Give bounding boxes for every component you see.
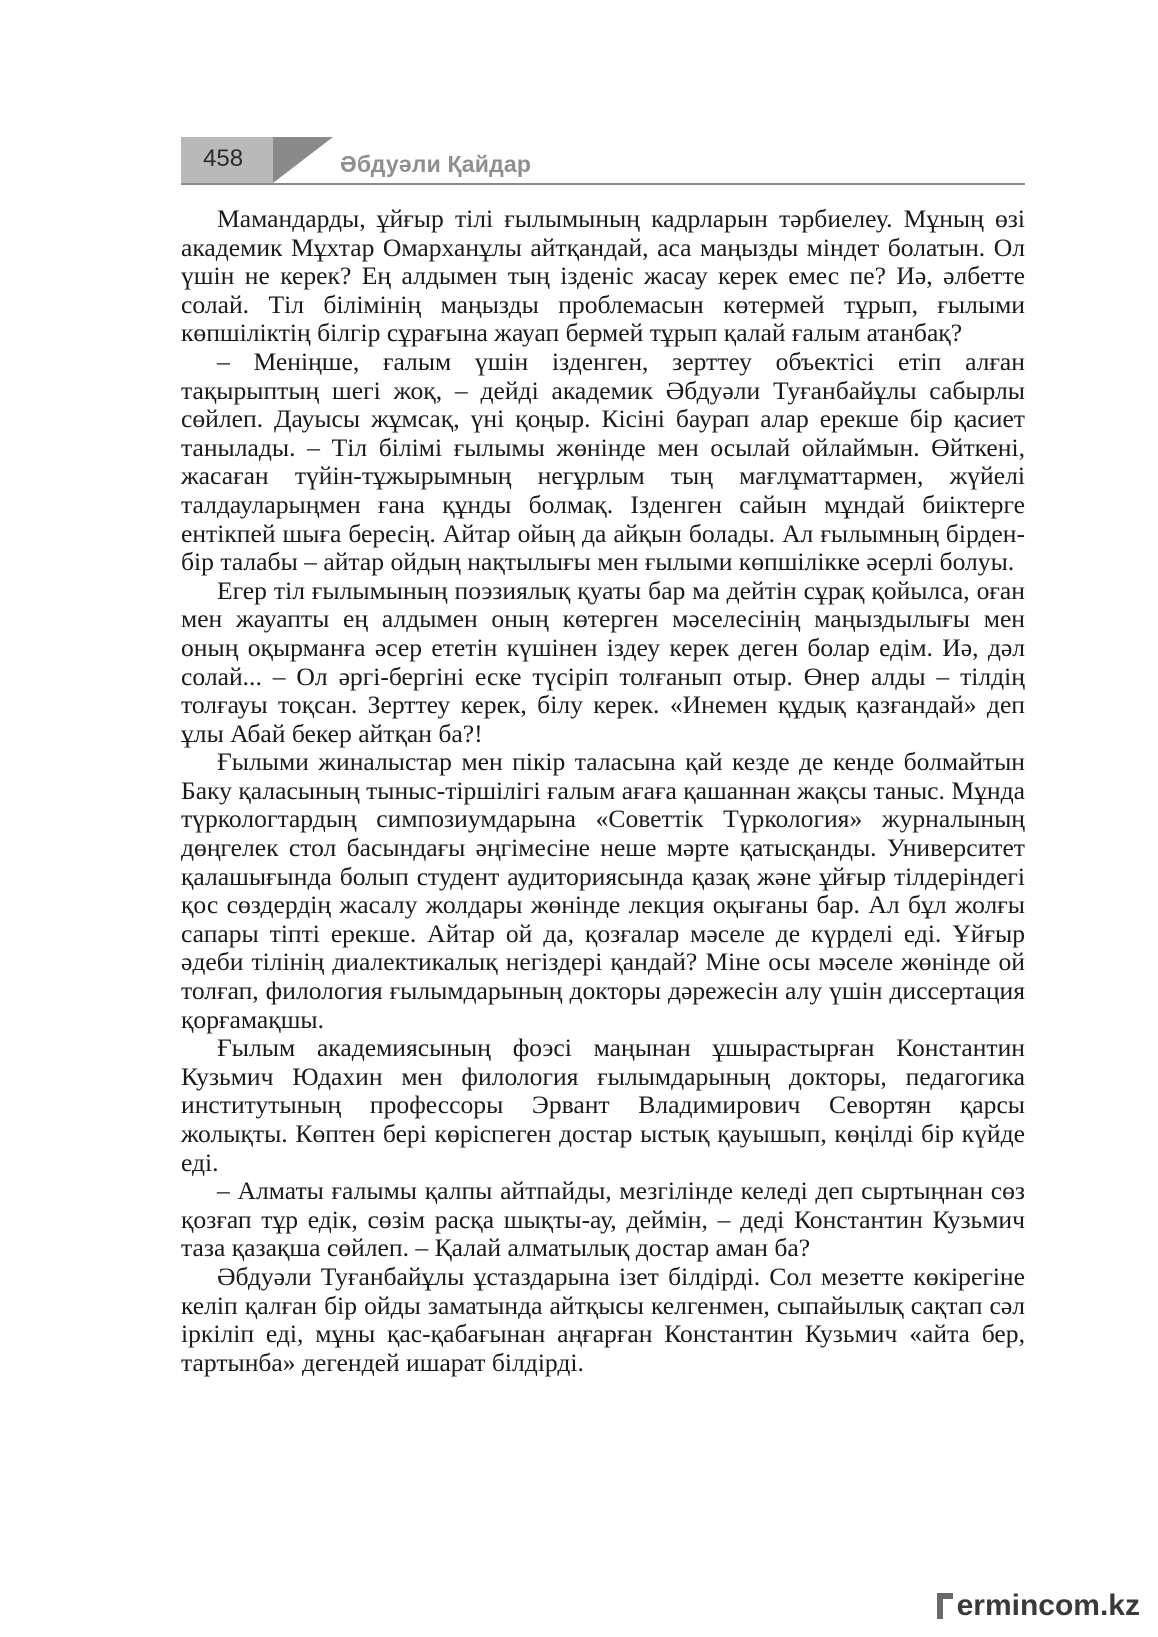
paragraph-1: Мамандарды, ұйғыр тілі ғылымының кадрларын тәрбиелеу. Мұның өзі академик Мұхтар Омарханұлы айтқандай, аса маңызды міндет болатын. Ол үшін не керек? Ең алдымен тың ізденіс жасау керек емес пе? Иә, әлбетте солай. Тіл білімінің маңызды проблемасын көтермей тұрып, ғылыми көпшіліктің білгір сұрағына жауап бермей тұрып қалай ғалым атанбақ? [181,204,1025,348]
paragraph-2: – Меніңше, ғалым үшін ізденген, зерттеу объектісі етіп алған тақырыптың шегі жоқ, – дейді академик Әбдуәли Туғанбайұлы сабырлы сөйлеп. Дауысы жұмсақ, үні қоңыр. Кісіні баурап алар ерекше бір қасиет танылады. – Тіл білімі ғылымы жөнінде мен осылай ойлаймын. Өйткені, жасаған түйін-тұжырымның негұрлым тың мағлұматтармен, жүйелі талдауларыңмен ғана құнды болмақ. Ізденген сайын мұндай биіктерге ентікпей шыға бересің. Айтар ойың да айқын болады. Ал ғылымның бірден-бір талабы – айтар ойдың нақтылығы мен ғылыми көпшілікке әсерлі болуы. [181,346,1025,577]
page-header [181,137,1025,187]
header-rule [181,183,1025,185]
body-text [181,205,1025,1377]
page-number: 458 [203,145,244,172]
site-watermark [937,1589,1140,1623]
running-header-author: Әбдуәли Қайдар [340,151,532,177]
paragraph-4: Ғылыми жиналыстар мен пікір таласына қай кезде де кенде болмайтын Баку қаласының тыныс-тіршілігі ғалым ағаға қашаннан жақсы таныс. Мұнда түркологтардың симпозиумдарына «Советтік Түркология» журналының дөңгелек стол басындағы әңгімесіне неше мәрте қатысқанды. Университет қалашығында болып студент аудиториясында қазақ және ұйғыр тілдеріндегі қос сөздердің жасалу жолдары жөнінде лекция оқығаны бар. Ал бұл жолғы сапары тіпті ерекше. Айтар ой да, қозғалар мәселе де күрделі еді. Ұйғыр әдеби тілінің диалектикалық негіздері қандай? Міне осы мәселе жөнінде ой толғап, филология ғылымдарының докторы дәрежесін алу үшін диссертация қорғамақшы. [181,747,1025,1034]
paragraph-3: Егер тіл ғылымының поэзиялық қуаты бар ма дейтін сұрақ қойылса, оған мен жауапты ең алдымен оның көтерген мәселесінің маңыздылығы мен оның оқырманға әсер ететін күшінен іздеу керек деген болар едім. Иә, дәл солай... – Ол әргі-бергіні еске түсіріп толғанып отыр. Өнер алды – тілдің толғауы тоқсан. Зерттеу керек, білу керек. «Инемен құдық қазғандай» деп ұлы Абай бекер айтқан ба?! [181,575,1025,748]
page-number-box [181,137,273,183]
paragraph-7: Әбдуәли Туғанбайұлы ұстаздарына ізет білдірді. Сол мезетте көкірегіне келіп қалған бір ойды заматында айтқысы келгенмен, сыпайылық сақтап сәл іркіліп еді, мұны қас-қабағынан аңғарған Константин Кузьмич «айта бер, тартынба» дегендей ишарат білдірді. [181,1261,1025,1377]
paragraph-6: – Алматы ғалымы қалпы айтпайды, мезгілінде келеді деп сыртыңнан сөз қозғап тұр едік, сөзім расқа шықты-ау, деймін, – деді Константин Кузьмич таза қазақша сөйлеп. – Қалай алматылық достар аман ба? [181,1176,1025,1263]
header-arrow-decoration [273,137,333,183]
watermark-text: ermincom.kz [956,1589,1140,1622]
paragraph-5: Ғылым академиясының фоэсі маңынан ұшырастырған Константин Кузьмич Юдахин мен филология ғылымдарының докторы, педагогика институтының профессоры Эрвант Владимирович Севортян қарсы жолықты. Көптен бері көріспеген достар ыстық қауышып, көңілді бір күйде еді. [181,1033,1025,1177]
watermark-t-logo-icon [937,1593,953,1619]
